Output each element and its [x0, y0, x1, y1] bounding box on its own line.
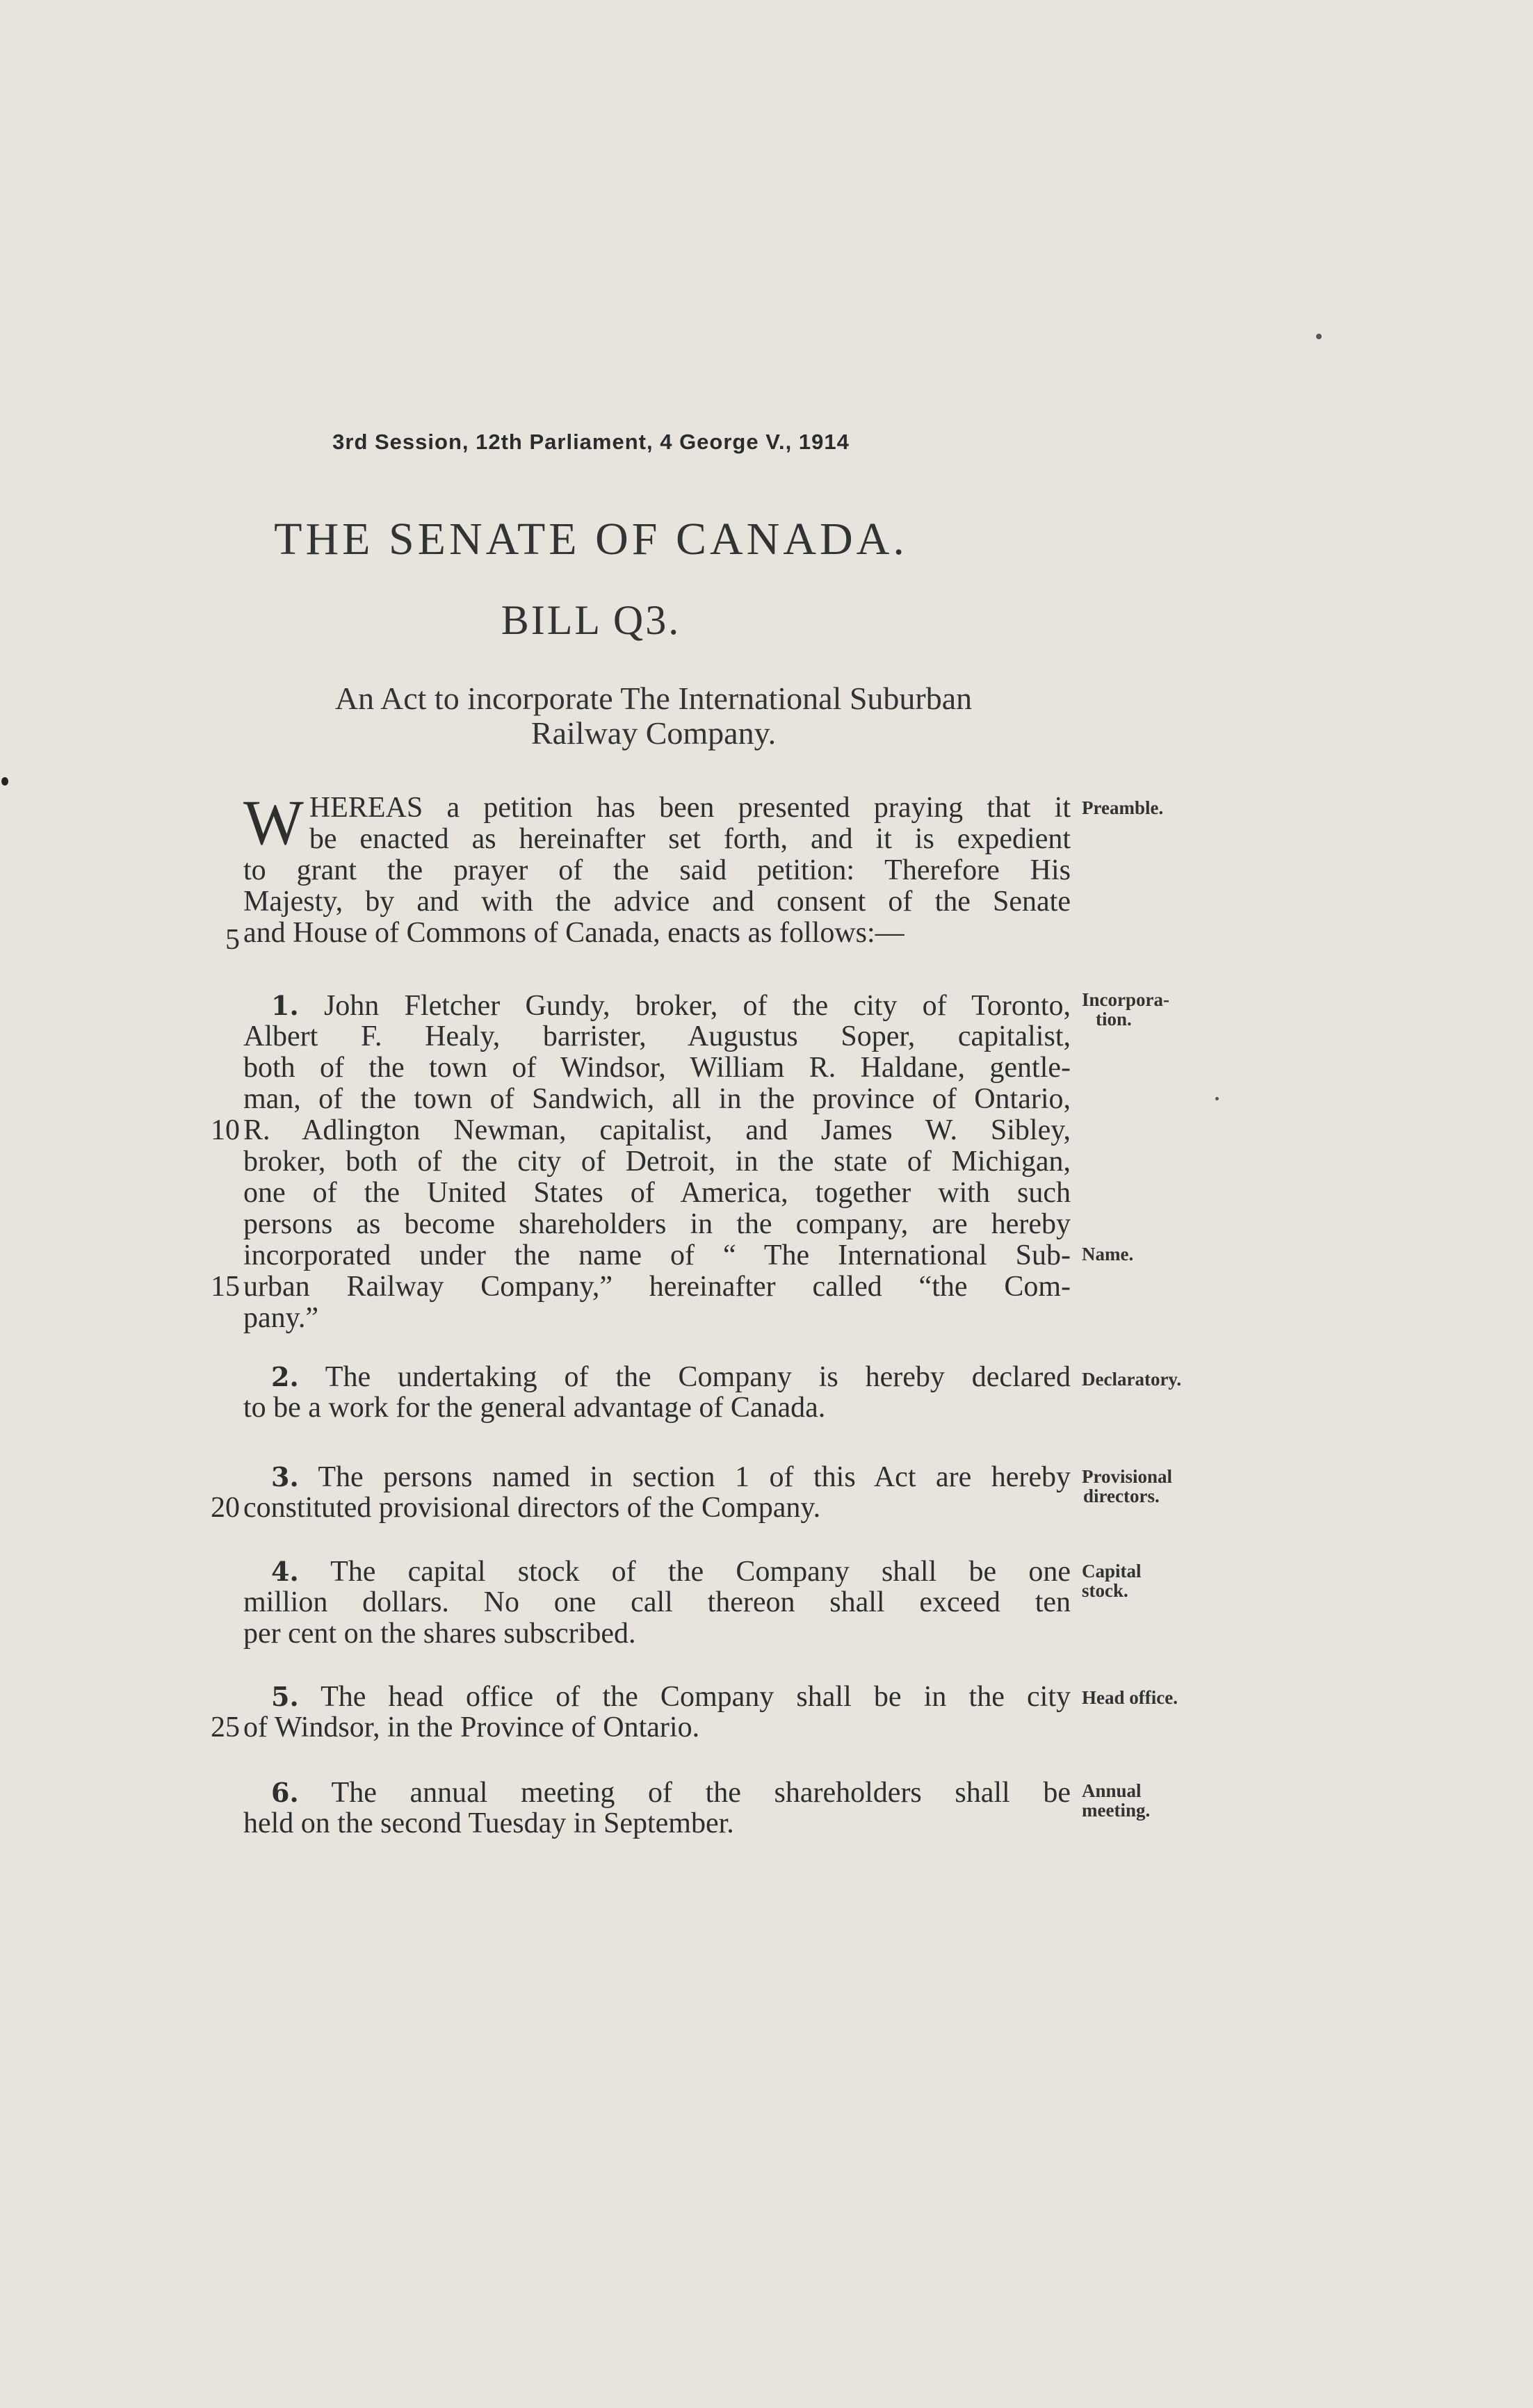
section-4-line: per cent on the shares subscribed. — [243, 1618, 636, 1650]
line-number-5: 5 — [225, 924, 240, 956]
section-1-number: 1. — [271, 990, 299, 1021]
preamble-line: be enacted as hereinafter set forth, and it is expedient — [309, 823, 1071, 855]
section-3-line: 3. The persons named in section 1 of this Act are hereby — [271, 1461, 1071, 1493]
paper-speck — [1316, 334, 1322, 339]
section-6 — [243, 1777, 1071, 1839]
margin-note-preamble: Preamble. — [1082, 797, 1164, 818]
margin-note-name: Name. — [1082, 1244, 1134, 1264]
section-1-line: Albert F. Healy, barrister, Augustus Soper, capitalist, — [243, 1020, 1071, 1052]
paper-speck — [1215, 1097, 1219, 1100]
section-1-line: urban Railway Company,” hereinafter called “the Com- — [243, 1271, 1071, 1303]
section-1-line: 1. John Fletcher Gundy, broker, of the city of Toronto, — [271, 990, 1071, 1022]
section-1-line: both of the town of Windsor, William R. Haldane, gentle- — [243, 1052, 1071, 1084]
preamble-line: HEREAS a petition has been presented praying that it — [309, 792, 1071, 824]
section-3-line: constituted provisional directors of the Company. — [243, 1492, 821, 1524]
preamble-paragraph — [243, 787, 1071, 949]
section-2 — [243, 1361, 1071, 1424]
act-title-line-1: An Act to incorporate The International Suburban — [334, 681, 973, 716]
bill-label: BILL — [501, 597, 601, 643]
preamble-line: and House of Commons of Canada, enacts as follows:— — [243, 917, 905, 949]
bill-number — [0, 596, 1182, 644]
section-1-line: one of the United States of America, together with such — [243, 1177, 1071, 1209]
section-2-line: 2. The undertaking of the Company is hereby declared — [271, 1361, 1071, 1393]
margin-note-provisional: Provisional directors. — [1082, 1466, 1173, 1506]
section-4-line: million dollars. No one call thereon shall exceed ten — [243, 1586, 1071, 1618]
section-3 — [243, 1461, 1071, 1524]
line-number-25: 25 — [211, 1711, 240, 1743]
senate-title: THE SENATE OF CANADA. — [274, 514, 908, 564]
section-5-line: of Windsor, in the Province of Ontario. — [243, 1711, 700, 1743]
section-4-line: 4. The capital stock of the Company shall be one — [271, 1556, 1071, 1588]
section-4 — [243, 1556, 1071, 1650]
preamble-line: to grant the prayer of the said petition: Therefore His — [243, 854, 1071, 886]
margin-note-head-office: Head office. — [1082, 1687, 1178, 1708]
section-5-line: 5. The head office of the Company shall be in the city — [271, 1681, 1071, 1713]
preamble-line: Majesty, by and with the advice and consent of the Senate — [243, 886, 1071, 918]
section-2-line: to be a work for the general advantage of Canada. — [243, 1392, 826, 1424]
session-line: 3rd Session, 12th Parliament, 4 George V., 1914 — [332, 430, 850, 454]
line-number-10: 10 — [211, 1114, 240, 1146]
section-1 — [243, 990, 1071, 1334]
act-title-line-2: Railway Company. — [530, 715, 777, 751]
margin-note-annual: Annual meeting. — [1082, 1780, 1151, 1821]
section-1-line: broker, both of the city of Detroit, in the state of Michigan, — [243, 1146, 1071, 1178]
section-4-number: 4. — [271, 1556, 299, 1587]
section-6-line: 6. The annual meeting of the shareholders shall be — [271, 1777, 1071, 1809]
section-6-line: held on the second Tuesday in September. — [243, 1807, 734, 1839]
section-6-number: 6. — [271, 1777, 299, 1808]
line-number-15: 15 — [211, 1271, 240, 1303]
preamble-dropcap: W — [243, 787, 304, 858]
paper-speck — [1, 777, 8, 786]
section-1-line: persons as become shareholders in the company, are hereby — [243, 1208, 1071, 1240]
bill-code: Q3. — [613, 597, 681, 643]
line-number-20: 20 — [211, 1492, 240, 1524]
section-1-line: pany.” — [243, 1302, 319, 1334]
act-title — [236, 681, 1071, 751]
section-1-line: man, of the town of Sandwich, all in the province of Ontario, — [243, 1083, 1071, 1115]
margin-note-incorporation: Incorpora- tion. — [1082, 989, 1169, 1030]
section-2-number: 2. — [271, 1361, 299, 1392]
margin-note-capital: Capital stock. — [1082, 1561, 1142, 1601]
section-1-line: incorporated under the name of “ The International Sub- — [243, 1239, 1071, 1271]
margin-note-declaratory: Declaratory. — [1082, 1369, 1182, 1390]
section-5-number: 5. — [271, 1681, 299, 1712]
section-1-line: R. Adlington Newman, capitalist, and James W. Sibley, — [243, 1114, 1071, 1146]
section-3-number: 3. — [271, 1461, 299, 1492]
section-5 — [243, 1681, 1071, 1743]
